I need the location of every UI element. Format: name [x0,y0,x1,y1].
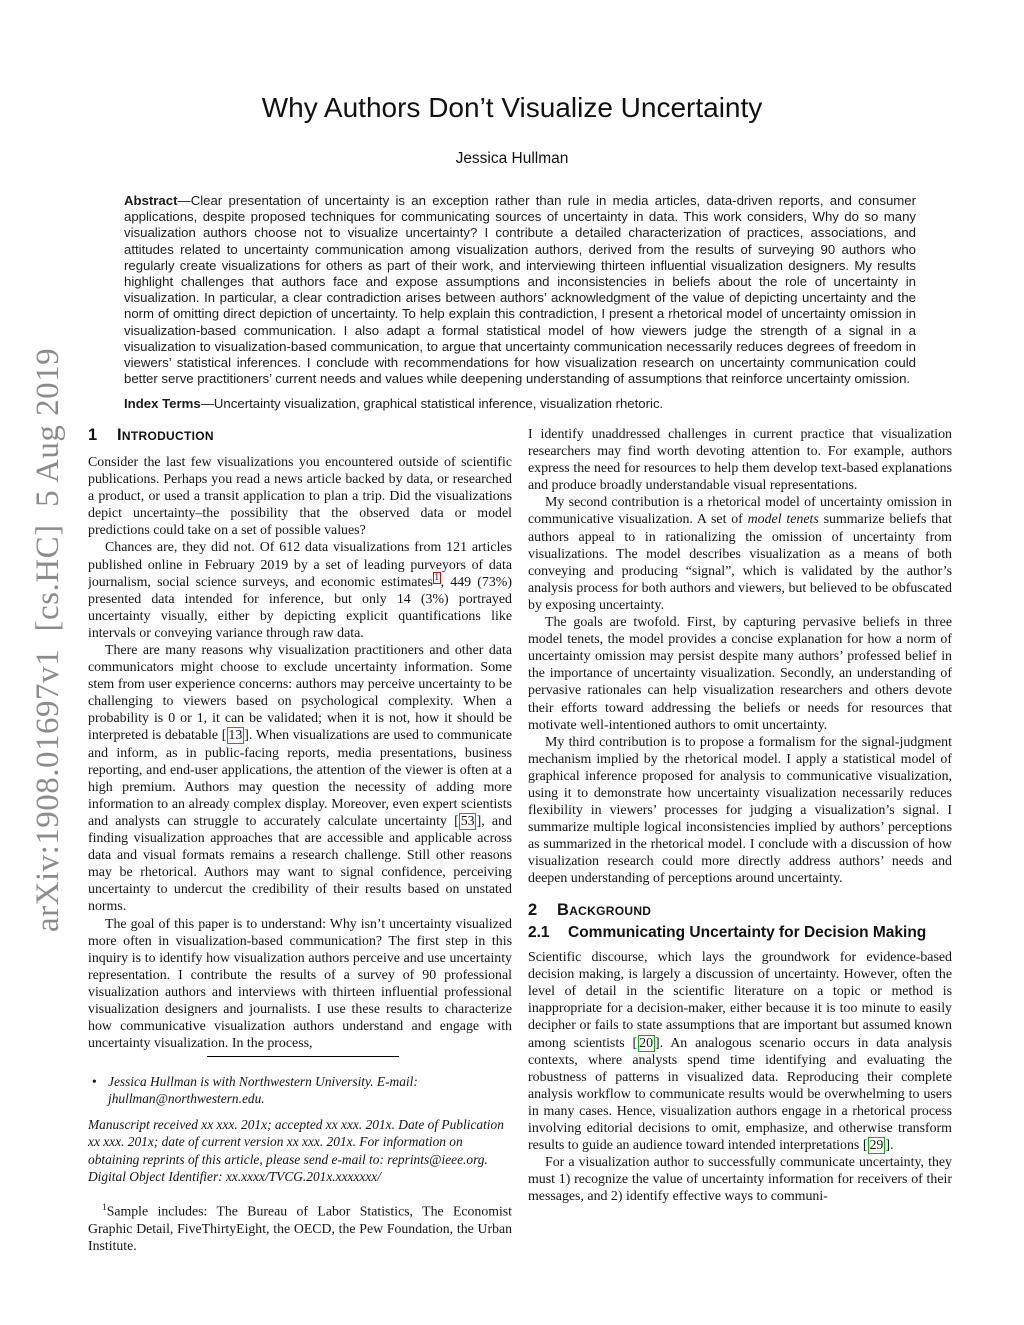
paragraph: Scientific discourse, which lays the groundwork for evidence-based decision making, is largely a discussion of uncertainty. However, often the level of detail in the scientific literature on a topic or method is inappropriate for a decision-maker, either because it is too minute to easily decipher or fails to state assumptions that are important but assumed known among scientists [ 20 ]. An analogous scenario occurs in data analysis contexts, where analysts spend time identifying and evaluating the robustness of patterns in visualized data. Reproducing their complete analysis workflow to communicate results would be overwhelming to users in many cases. Hence, visualization authors engage in a rhetorical process involving editorial decisions to omit, emphasize, and otherwise transform results to guide an audience toward intended interpretations [ 29 ]. [528,950,952,1154]
manuscript-note: Manuscript received xx xxx. 201x; accepted xx xxx. 201x. Date of Publication xx xxx. 201x; date of current version xx xxx. 201x. For information on obtaining reprints of this article, please send e-mail to: reprints@ieee.org. Digital Object Identifier: xx.xxxx/TVCG.201x.xxxxxxx/ [88,1117,504,1185]
paragraph: There are many reasons why visualization practitioners and other data communicators might choose to exclude uncertainty information. Some stem from user experience concerns: authors may perceive uncertainty to be challenging to viewers based on psychological complexity. When a probability is 0 or 1, it can be validated; when it is not, how it should be interpreted is debatable [ 13 ]. When visualizations are used to communicate and inform, as in public-facing reports, media presentations, business reporting, and end-user applications, the attention of the viewer is often at a high premium. Authors may question the necessity of adding more information to an already complex display. Moreover, even expert scientists and analysts can struggle to accurately calculate uncertainty [ 53 ], and finding visualization approaches that are accessible and applicable across data and visual formats remains a research challenge. Still other reasons may be rhetorical. Authors may want to signal confidence, perceiving uncertainty to undercut the credibility of their results based on unstated norms. [88,643,512,915]
bullet-icon: • [92,1074,97,1089]
paragraph: The goals are twofold. First, by capturing pervasive beliefs in three model tenets, the model provides a concise explanation for how a norm of uncertainty omission may persist despite many authors’ professed belief in the importance of uncertainty visualization. Secondly, an understanding of pervasive rationales can help visualization researchers and others devote their efforts toward addressing the beliefs or needs for resources that motivate well-intentioned authors to omit uncertainty. [528,615,952,733]
index-terms-label: Index Terms [124,396,201,412]
emphasized-text: model tenets [747,512,819,528]
paragraph: My third contribution is to propose a formalism for the signal-judgment mechanism implied by the rhetorical model. I apply a statistical model of graphical inference proposed for analysis to communicative visualization, using it to demonstrate how uncertainty visualization necessarily reduces flexibility in viewers’ processes for judging a visualization’s signal. I summarize multiple logical inconsistencies implied by authors’ perceptions as summarized in the rhetorical model. I conclude with a discussion of how visualization research could more directly address authors’ needs and deepen understanding of perceptions around uncertainty. [528,734,952,887]
background-paragraphs [528,949,952,1205]
paragraph: Consider the last few visualizations you encountered outside of scientific publications. Perhaps you read a news article backed by data, or researched a product, or used a transit application to plan a trip. Did the visualizations depict uncertainty–the possibility that the observed data or model predictions could take on a set of possible values? [88,454,512,539]
paragraph: Chances are, they did not. Of 612 data visualizations from 121 articles published online in February 2019 by a set of leading purveyors of data journalism, social science surveys, and economic estimates $^1$ , 449 (73%) presented data intended for inference, but only 14 (3%) portrayed uncertainty visually, either by depicting explicit quantifications like intervals or conveying variance through raw data. [88,540,512,641]
footnote-ref-link[interactable]: 1 [434,573,440,583]
footnote-marker: 1 [102,1202,107,1213]
footnote-divider [207,1056,399,1057]
paper-author: Jessica Hullman [455,150,569,167]
paragraph: I identify unaddressed challenges in current practice that visualization researchers may find worth devoting attention to. For example, authors express the need for resources to help them develop text-based explanations and produce broadly understandable visual representations. [528,427,952,494]
arxiv-watermark: arXiv:1908.01697v1 [cs.HC] 5 Aug 2019 [30,347,66,932]
citation-link[interactable]: 53 [460,813,475,829]
footnote-area [88,1056,512,1254]
citation-link[interactable]: 13 [228,728,243,744]
section-heading-background: 2 Background [528,900,652,919]
citation-link[interactable]: 20 [639,1035,654,1051]
citation-link[interactable]: 29 [869,1138,884,1154]
author-bio-note: • Jessica Hullman is with Northwestern University. E-mail: jhullman@northwestern.edu. [92,1074,418,1106]
paragraph: For a visualization author to successfully communicate uncertainty, they must 1) recognize the value of uncertainty information for receivers of their messages, and 2) identify effective ways to communi- [528,1155,952,1205]
paragraph: The goal of this paper is to understand: Why isn’t uncertainty visualized more often in visualization-based communication? The first step in this inquiry is to identify how visualization authors perceive and use uncertainty representation. I contribute the results of a survey of 90 professional visualization authors and interviews with thirteen influential professional visualization designers and journalists. I use these results to characterize how communicative visualization authors understand and engage with uncertainty visualization. In the process, [88,916,512,1052]
section-heading-introduction: 1 Introduction [88,426,214,444]
left-column-body [88,426,512,1054]
introduction-paragraphs-continued [528,426,952,888]
abstract-text: Abstract—Clear presentation of uncertainty is an exception rather than rule in media articles, data-driven reports, and consumer applications, despite proposed techniques for communicating sources of uncertainty in data. This work considers, Why do so many visualization authors choose not to visualize uncertainty? I contribute a detailed characterization of practices, associations, and attitudes related to uncertainty communication among visualization authors, derived from the results of surveying 90 authors who regularly create visualizations for others as part of their work, and interviewing thirteen influential visualization designers. My results highlight challenges that authors face and expose assumptions and inconsistencies in beliefs about the role of uncertainty in visualization. In particular, a clear contradiction arises between authors’ acknowledgment of the value of depicting uncertainty and the norm of omitting direct depiction of uncertainty. To help explain this contradiction, I present a rhetorical model of uncertainty omission in visualization-based communication. I also adapt a formal statistical model of how viewers judge the strength of a signal in a visualization to visualization-based communication, to argue that uncertainty communication necessarily reduces degrees of freedom in viewers’ statistical inferences. I conclude with recommendations for how visualization research on uncertainty communication could better serve practitioners’ current needs and values while deepening understanding of assumptions that reinforce uncertainty omission. [124,193,916,387]
subsection-heading-communicating-uncertainty: 2.1 Communicating Uncertainty for Decision Making [528,923,927,941]
paragraph: My second contribution is a rhetorical model of uncertainty omission in communicative visualization. A set of model tenets summarize beliefs that authors appeal to in rationalizing the omission of uncertainty from visualizations. The model describes visualization as a means of both conveying and producing “signal”, which is validated by the author’s analysis process for both authors and viewers, but believed to be obfuscated by exposing uncertainty. [528,495,952,613]
index-terms: Index Terms—Uncertainty visualization, graphical statistical inference, visualization rhetoric. [124,396,664,412]
introduction-paragraphs [88,454,512,1052]
abstract-label: Abstract [124,193,178,208]
paper-title: Why Authors Don’t Visualize Uncertainty [261,92,763,123]
abstract-block [124,193,916,413]
sample-footnote: $^1$Sample includes: The Bureau of Labor Statistics, The Economist Graphic Detail, FiveThirtyEight, the OECD, the Pew Foundation, the Urban Institute. [88,1202,512,1254]
right-column [528,426,952,1325]
